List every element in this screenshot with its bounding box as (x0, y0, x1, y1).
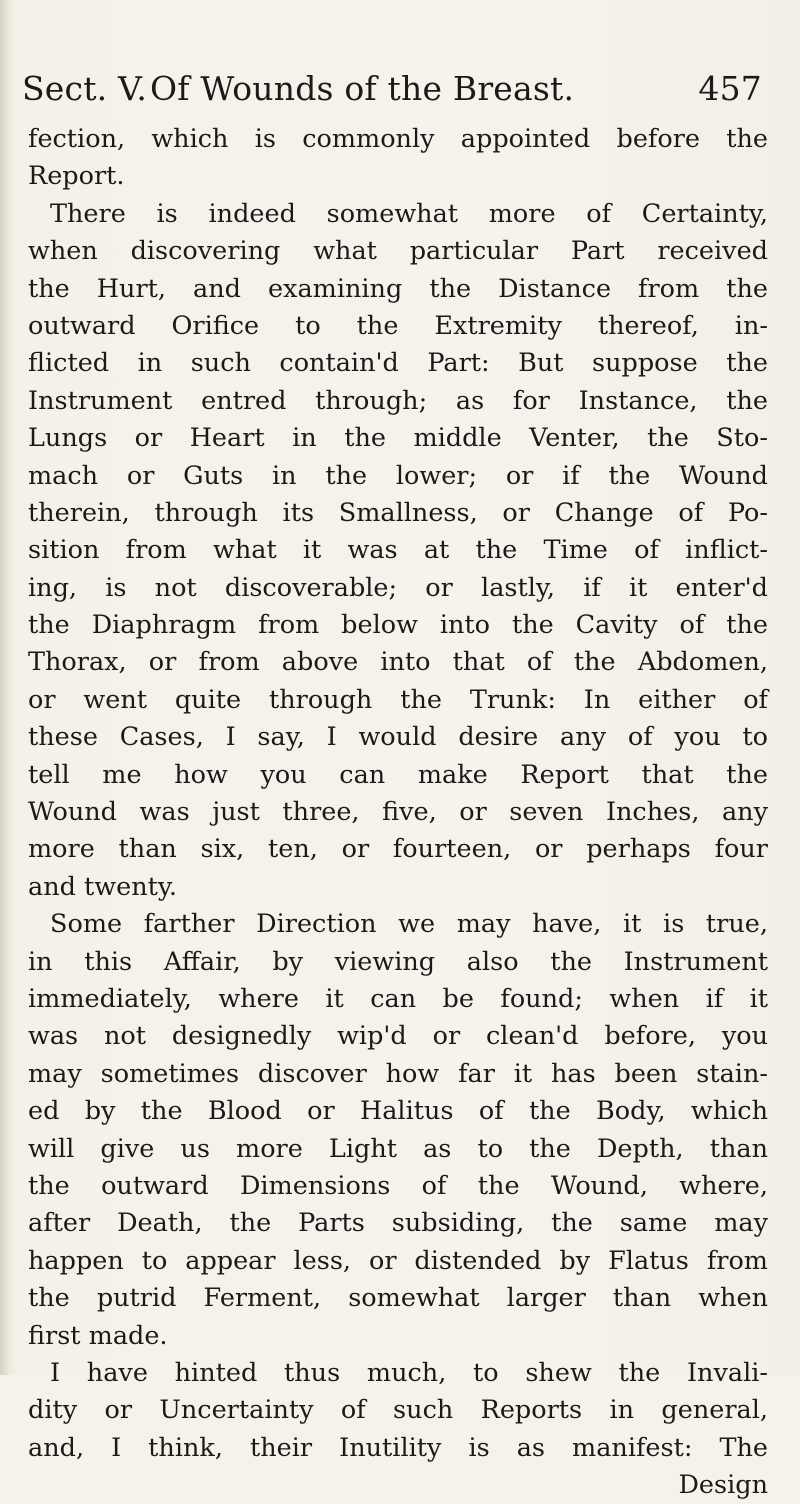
text-line: immediately, where it can be found; when if it (28, 983, 768, 1014)
text-line: may sometimes discover how far it has been stain- (28, 1058, 768, 1089)
text-line: and, I think, their Inutility is as manifest: The (28, 1432, 768, 1463)
text-line: will give us more Light as to the Depth, than (28, 1133, 768, 1164)
text-line: Report. (28, 161, 125, 192)
text-line: the outward Dimensions of the Wound, where, (28, 1170, 768, 1201)
page-number: 457 (698, 69, 762, 108)
text-line: first made. (28, 1320, 168, 1351)
text-line: tell me how you can make Report that the (28, 759, 768, 790)
text-line: mach or Guts in the lower; or if the Wound (28, 460, 768, 491)
text-line: happen to appear less, or distended by Flatus from (28, 1245, 768, 1276)
text-line: these Cases, I say, I would desire any of you to (28, 722, 768, 753)
text-line: fection, which is commonly appointed before the (28, 124, 768, 154)
paragraph-start-line: I have hinted thus much, to shew the Invali- (50, 1357, 768, 1388)
text-line: when discovering what particular Part received (28, 236, 768, 267)
text-line: Instrument entred through; as for Instance, the (28, 385, 768, 416)
binding-shadow (0, 0, 10, 1375)
text-line: Lungs or Heart in the middle Venter, the Sto- (28, 423, 768, 454)
text-line: flicted in such contain'd Part: But suppose the (28, 348, 768, 379)
text-line: ed by the Blood or Halitus of the Body, which (28, 1096, 768, 1127)
text-line: in this Affair, by viewing also the Instrument (28, 946, 768, 977)
text-line: sition from what it was at the Time of inflict- (28, 535, 768, 566)
text-line: after Death, the Parts subsiding, the same may (28, 1208, 768, 1239)
paragraph-start-line: There is indeed somewhat more of Certainty, (50, 198, 768, 229)
text-line: the Diaphragm from below into the Cavity of the (28, 610, 768, 641)
running-title: Of Wounds of the Breast. (150, 69, 575, 108)
catchword: Design (678, 1470, 768, 1501)
text-line: outward Orifice to the Extremity thereof, in- (28, 310, 768, 341)
text-line: dity or Uncertainty of such Reports in general, (28, 1395, 768, 1426)
text-line: or went quite through the Trunk: In either of (28, 684, 768, 715)
text-line: the Hurt, and examining the Distance from the (28, 273, 768, 304)
running-head (22, 66, 782, 112)
text-line: therein, through its Smallness, or Change of Po- (28, 497, 768, 528)
text-line: was not designedly wip'd or clean'd before, you (28, 1021, 768, 1052)
text-line: and twenty. (28, 871, 178, 902)
body-text (28, 121, 768, 1504)
text-line: more than six, ten, or fourteen, or perhaps four (28, 834, 768, 865)
text-line: Thorax, or from above into that of the Abdomen, (28, 647, 768, 678)
text-line: ing, is not discoverable; or lastly, if it enter'd (28, 572, 768, 603)
section-number: Sect. V. (22, 69, 148, 108)
paragraph-start-line: Some farther Direction we may have, it is true, (50, 909, 768, 940)
text-line: Wound was just three, five, or seven Inches, any (28, 797, 768, 828)
text-line: the putrid Ferment, somewhat larger than when (28, 1283, 768, 1314)
